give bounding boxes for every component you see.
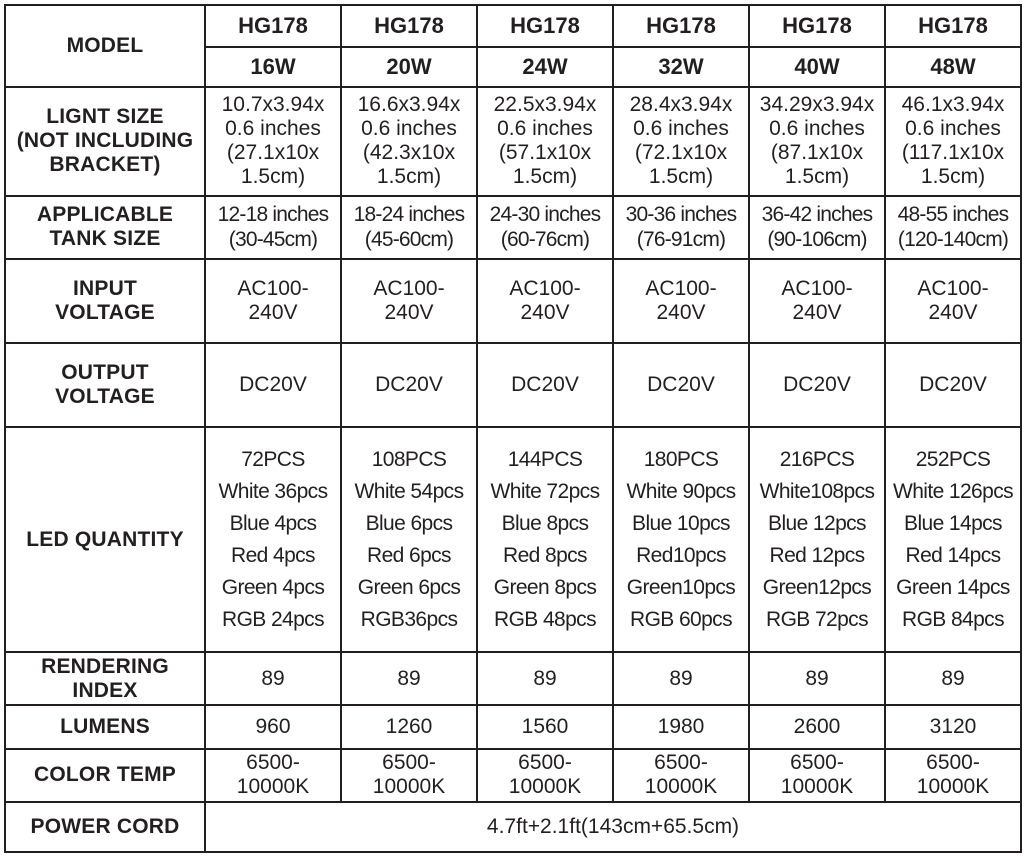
led-quantity-value: 144PCS White 72pcs Blue 8pcs Red 8pcs Green 8pcs RGB 48pcs (477, 427, 613, 652)
light-size-value: 34.29x3.94x 0.6 inches (87.1x10x 1.5cm) (749, 87, 885, 195)
output-voltage-value: DC20V (613, 343, 749, 427)
input-voltage-value: AC100- 240V (205, 259, 341, 343)
spec-table (4, 4, 1022, 853)
led-quantity-value: 252PCS White 126pcs Blue 14pcs Red 14pcs Green 14pcs RGB 84pcs (885, 427, 1021, 652)
tank-size-value: 12-18 inches (30-45cm) (205, 196, 341, 259)
light-size-value: 16.6x3.94x 0.6 inches (42.3x10x 1.5cm) (341, 87, 477, 195)
rendering-index-value: 89 (613, 652, 749, 705)
power-cord-row (5, 802, 1021, 852)
wattage: 20W (341, 47, 477, 87)
lumens-value: 960 (205, 705, 341, 748)
wattage: 40W (749, 47, 885, 87)
model-label: MODEL (5, 5, 205, 87)
lumens-row (5, 705, 1021, 748)
lumens-value: 1560 (477, 705, 613, 748)
rendering-index-value: 89 (885, 652, 1021, 705)
model-number: HG178 (477, 5, 613, 47)
lumens-value: 1980 (613, 705, 749, 748)
power-cord-label: POWER CORD (5, 802, 205, 852)
led-quantity-value: 108PCS White 54pcs Blue 6pcs Red 6pcs Green 6pcs RGB36pcs (341, 427, 477, 652)
light-size-value: 28.4x3.94x 0.6 inches (72.1x10x 1.5cm) (613, 87, 749, 195)
output-voltage-value: DC20V (205, 343, 341, 427)
model-number: HG178 (205, 5, 341, 47)
model-number: HG178 (885, 5, 1021, 47)
rendering-index-row (5, 652, 1021, 705)
lumens-value: 2600 (749, 705, 885, 748)
light-size-value: 46.1x3.94x 0.6 inches (117.1x10x 1.5cm) (885, 87, 1021, 195)
led-quantity-value: 180PCS White 90pcs Blue 10pcs Red10pcs Green10pcs RGB 60pcs (613, 427, 749, 652)
output-voltage-value: DC20V (477, 343, 613, 427)
led-quantity-row (5, 427, 1021, 652)
color-temp-label: COLOR TEMP (5, 749, 205, 802)
model-number: HG178 (341, 5, 477, 47)
wattage: 48W (885, 47, 1021, 87)
output-voltage-value: DC20V (341, 343, 477, 427)
wattage: 24W (477, 47, 613, 87)
input-voltage-value: AC100- 240V (749, 259, 885, 343)
light-size-label: LIGNT SIZE (NOT INCLUDING BRACKET) (5, 87, 205, 195)
light-size-row (5, 87, 1021, 195)
rendering-index-value: 89 (749, 652, 885, 705)
tank-size-value: 24-30 inches (60-76cm) (477, 196, 613, 259)
rendering-index-value: 89 (477, 652, 613, 705)
rendering-index-value: 89 (341, 652, 477, 705)
tank-size-label: APPLICABLE TANK SIZE (5, 196, 205, 259)
input-voltage-label: INPUT VOLTAGE (5, 259, 205, 343)
output-voltage-row (5, 343, 1021, 427)
input-voltage-value: AC100- 240V (477, 259, 613, 343)
color-temp-value: 6500- 10000K (749, 749, 885, 802)
color-temp-value: 6500- 10000K (613, 749, 749, 802)
output-voltage-value: DC20V (749, 343, 885, 427)
color-temp-value: 6500- 10000K (205, 749, 341, 802)
input-voltage-row (5, 259, 1021, 343)
light-size-value: 10.7x3.94x 0.6 inches (27.1x10x 1.5cm) (205, 87, 341, 195)
wattage: 16W (205, 47, 341, 87)
led-quantity-label: LED QUANTITY (5, 427, 205, 652)
color-temp-row (5, 749, 1021, 802)
input-voltage-value: AC100- 240V (885, 259, 1021, 343)
rendering-index-value: 89 (205, 652, 341, 705)
led-quantity-value: 72PCS White 36pcs Blue 4pcs Red 4pcs Green 4pcs RGB 24pcs (205, 427, 341, 652)
lumens-value: 1260 (341, 705, 477, 748)
tank-size-value: 36-42 inches (90-106cm) (749, 196, 885, 259)
power-cord-value: 4.7ft+2.1ft(143cm+65.5cm) (205, 802, 1021, 852)
tank-size-row (5, 196, 1021, 259)
input-voltage-value: AC100- 240V (341, 259, 477, 343)
color-temp-value: 6500- 10000K (477, 749, 613, 802)
model-row (5, 5, 1021, 47)
lumens-value: 3120 (885, 705, 1021, 748)
spec-sheet (4, 4, 1020, 853)
model-number: HG178 (749, 5, 885, 47)
model-number: HG178 (613, 5, 749, 47)
input-voltage-value: AC100- 240V (613, 259, 749, 343)
tank-size-value: 18-24 inches (45-60cm) (341, 196, 477, 259)
wattage: 32W (613, 47, 749, 87)
led-quantity-value: 216PCS White108pcs Blue 12pcs Red 12pcs Green12pcs RGB 72pcs (749, 427, 885, 652)
tank-size-value: 48-55 inches (120-140cm) (885, 196, 1021, 259)
light-size-value: 22.5x3.94x 0.6 inches (57.1x10x 1.5cm) (477, 87, 613, 195)
tank-size-value: 30-36 inches (76-91cm) (613, 196, 749, 259)
output-voltage-value: DC20V (885, 343, 1021, 427)
lumens-label: LUMENS (5, 705, 205, 748)
color-temp-value: 6500- 10000K (341, 749, 477, 802)
rendering-index-label: RENDERING INDEX (5, 652, 205, 705)
color-temp-value: 6500- 10000K (885, 749, 1021, 802)
output-voltage-label: OUTPUT VOLTAGE (5, 343, 205, 427)
